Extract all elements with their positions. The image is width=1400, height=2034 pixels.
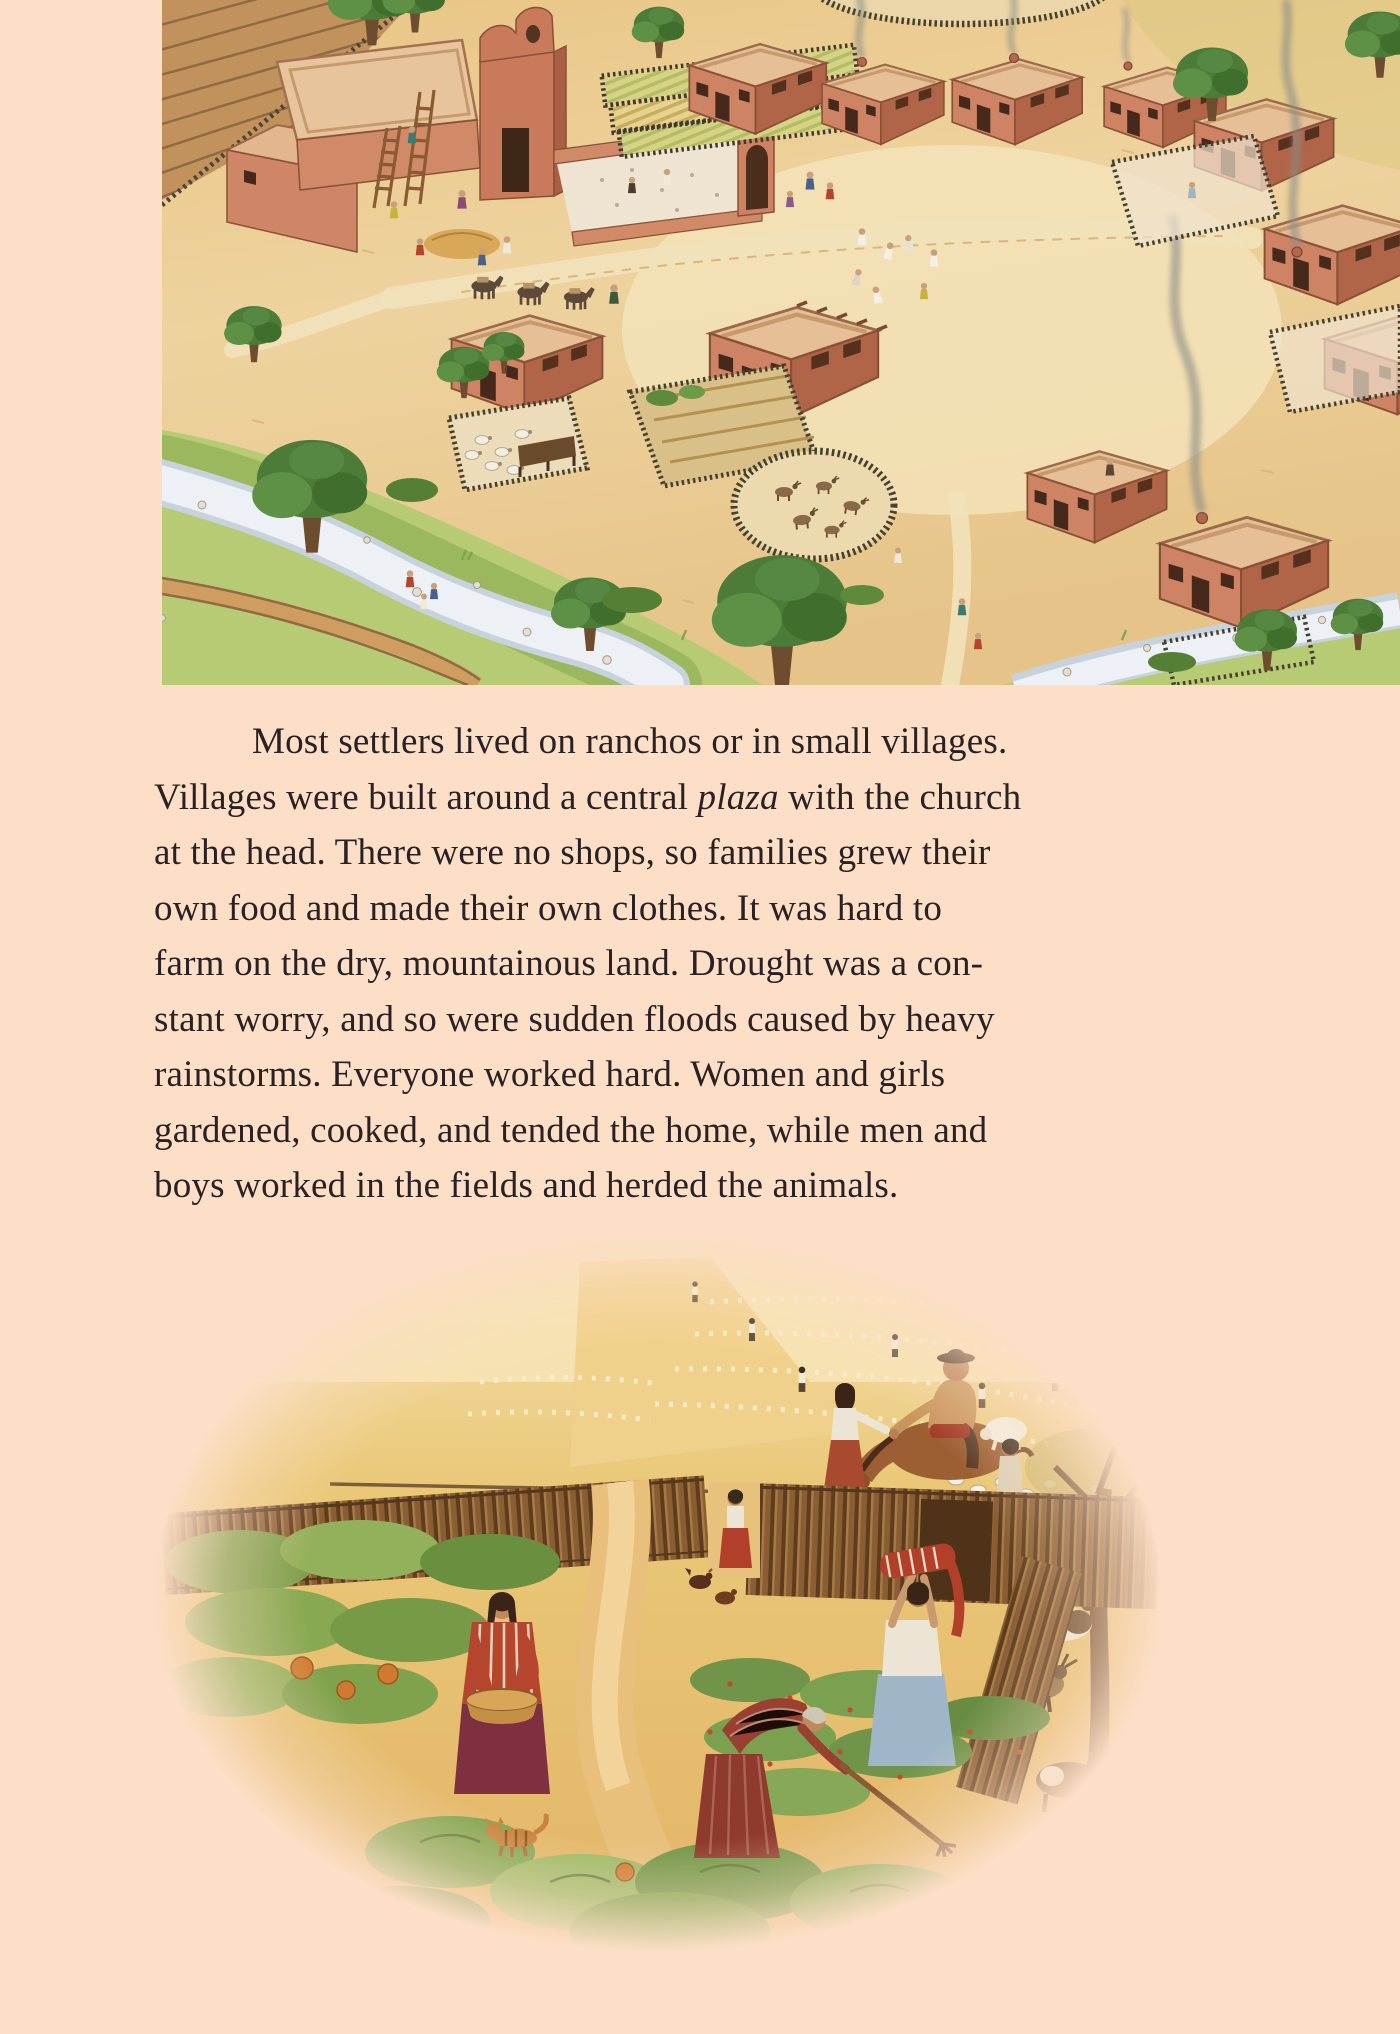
- body-paragraph: [154, 714, 1214, 1214]
- text-segment: rainstorms. Everyone worked hard. Women and girls: [154, 1054, 946, 1095]
- garden-scene: [150, 1232, 1166, 1954]
- village-aerial-svg: [162, 0, 1400, 685]
- text-segment: with the church: [778, 776, 1022, 818]
- paragraph-line: [154, 881, 1214, 937]
- text-segment: boys worked in the fields and herded the animals.: [154, 1165, 899, 1206]
- village-aerial-illustration: [162, 0, 1400, 685]
- garden-oval-illustration: [150, 1232, 1166, 1954]
- text-segment: Villages were built around a central: [154, 776, 698, 818]
- paragraph-line: [154, 936, 1214, 992]
- text-segment: stant worry, and so were sudden floods caused by heavy: [154, 998, 995, 1040]
- goat-corral: [734, 451, 894, 559]
- paragraph-line: [154, 770, 1214, 826]
- paragraph-line: [154, 1158, 1214, 1214]
- text-segment: gardened, cooked, and tended the home, while men and: [154, 1109, 988, 1151]
- garden-oval-svg: [150, 1232, 1166, 1954]
- text-segment: farm on the dry, mountainous land. Drought was a con-: [154, 943, 984, 984]
- paragraph-line: [154, 992, 1214, 1048]
- italic-word: plaza: [697, 776, 779, 818]
- paragraph-line: [154, 1103, 1214, 1159]
- text-segment: own food and made their own clothes. It was hard to: [154, 887, 943, 929]
- text-segment: at the head. There were no shops, so families grew their: [154, 832, 991, 873]
- paragraph-line: [154, 1047, 1214, 1103]
- paragraph-line: [154, 825, 1214, 881]
- text-segment: Most settlers lived on ranchos or in small villages.: [252, 721, 1008, 762]
- paragraph-line: [154, 714, 1214, 770]
